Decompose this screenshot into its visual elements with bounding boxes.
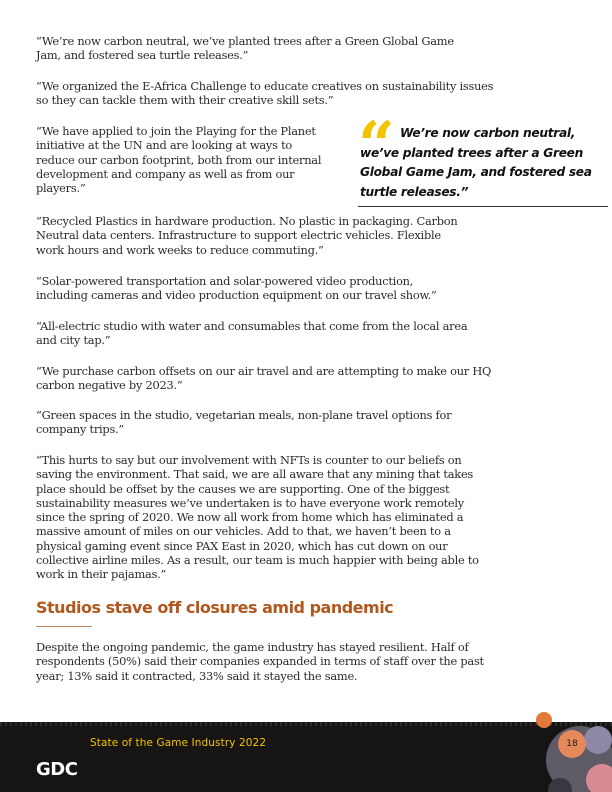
quote-paragraph: “We organized the E-Africa Challenge to educate creatives on sustainability issues so they can tackle them with their creative skill sets.” [36,79,494,108]
pull-quote-text: We’re now carbon neutral, we’ve planted trees after a Green Global Game Jam, and fostered sea turtle releases.” [360,126,592,199]
quote-paragraph: “We purchase carbon offsets on our air travel and are attempting to make our HQ carbon negative by 2023.” [36,364,492,393]
page-number: 18 [558,730,586,758]
quote-paragraph: “Recycled Plastics in hardware production. No plastic in packaging. Carbon Neutral data centers. Infrastructure to support electric vehicles. Flexible work hours and work weeks to reduce commuting.” [36,214,458,257]
section-body: Despite the ongoing pandemic, the game industry has stayed resilient. Half of respondents (50%) said their companies expanded in terms of staff over the past year; 13% said it contracted, 33% said it stayed the same. [36,640,484,683]
gdc-logo: GDC [36,759,78,780]
pull-quote-divider [358,206,608,207]
quote-paragraph: “We’re now carbon neutral, we’ve planted trees after a Green Global Game Jam, and fostered sea turtle releases.” [36,34,454,63]
quote-paragraph: “Green spaces in the studio, vegetarian meals, non-plane travel options for company trips.” [36,408,452,437]
quote-paragraph: “This hurts to say but our involvement with NFTs is counter to our beliefs on saving the environment. That said, we are all aware that any mining that takes place should be offset by the causes we are supporting. One of the biggest sustainability measures we’ve undertaken is to have everyone work remotely since the spring of 2020. We now all work from home which has eliminated a massive amount of miles on our vehicles. Add to that, we haven’t been to a physical gaming event since PAX East in 2020, which has cut down on our collective airline miles. As a result, our team is much happier with being able to work in their pajamas.” [36,453,479,582]
quote-paragraph: “All-electric studio with water and consumables that come from the local area and city tap.” [36,319,468,348]
report-title: State of the Game Industry 2022 [90,737,267,749]
quote-marks-icon: “ [358,108,395,183]
section-heading: Studios stave off closures amid pandemic [36,598,394,617]
quote-paragraph: “Solar-powered transportation and solar-powered video production, including cameras and video production equipment on our travel show.” [36,274,437,303]
quote-paragraph: “We have applied to join the Playing for the Planet initiative at the UN and are looking at ways to reduce our carbon footprint, both from our internal development and company as well as from our players.” [36,124,322,196]
section-heading-underline [36,626,92,627]
pull-quote [358,108,608,208]
